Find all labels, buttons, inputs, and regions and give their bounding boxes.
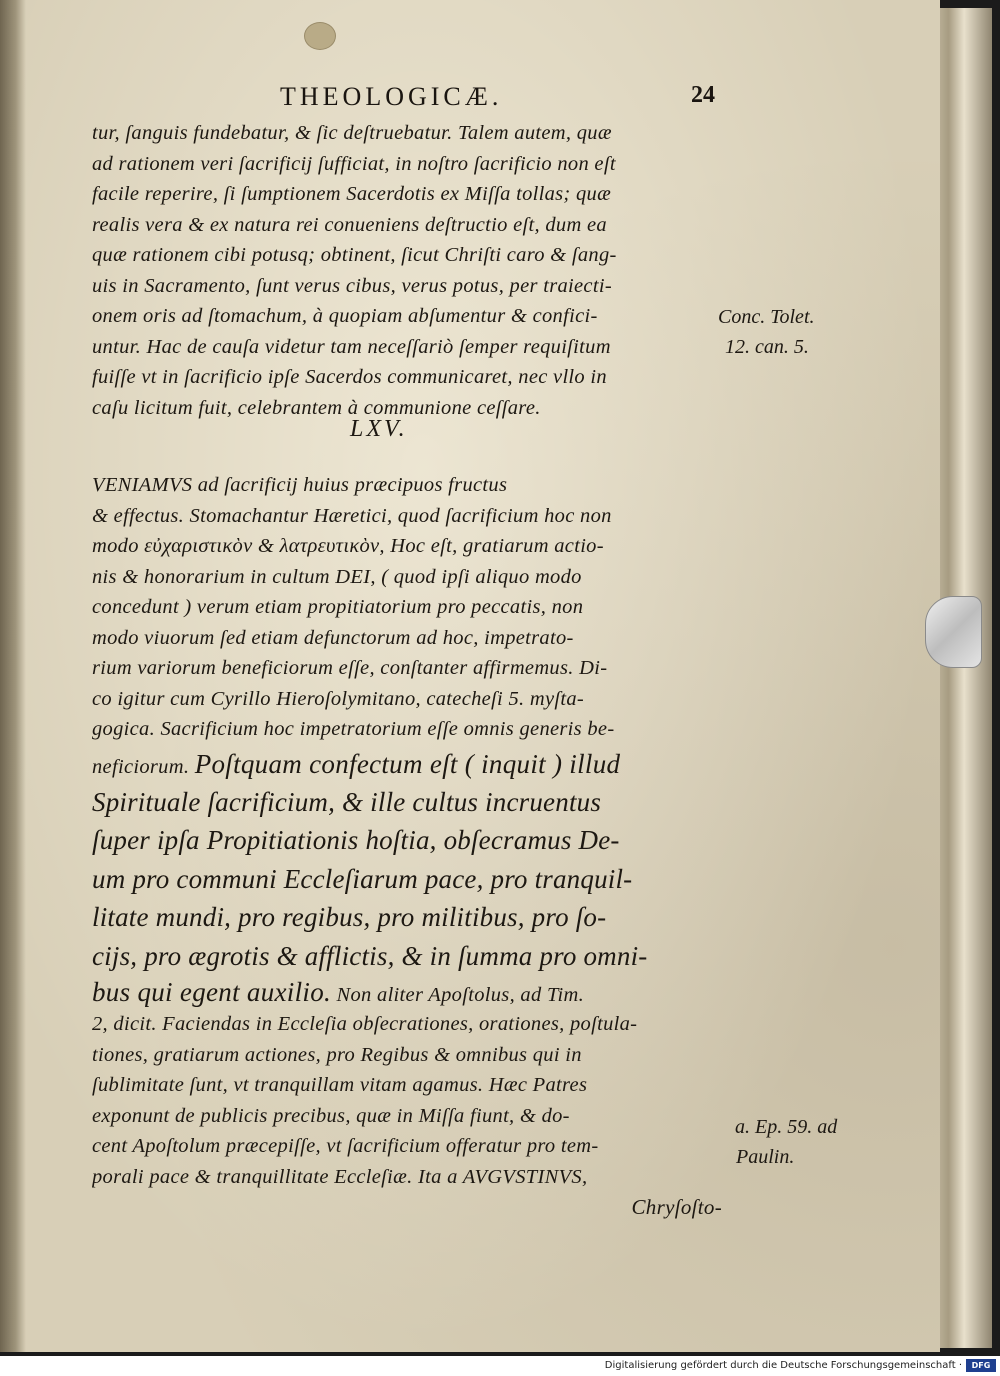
text-line: gogica. Sacrificium hoc impetratorium eſſe omnis generis be- [92, 718, 615, 740]
text-line-large: um pro communi Eccleſiarum pace, pro tranquil- [92, 863, 633, 894]
text-line: concedunt ) verum etiam propitiatorium pro peccatis, non [92, 596, 584, 618]
digitization-credit: Digitalisierung gefördert durch die Deutsche Forschungsgemeinschaft · [604, 1360, 962, 1371]
text-line: uis in Sacramento, ſunt verus cibus, verus potus, per traiecti- [92, 274, 612, 297]
page-clip [925, 596, 982, 668]
text-large-part: Poſtquam confectum eſt ( inquit ) illud [194, 748, 621, 779]
running-title: THEOLOGICÆ. [280, 82, 503, 111]
text-line: porali pace & tranquillitate Eccleſiæ. Ita a AVGVSTINVS, [92, 1165, 588, 1188]
page-number: 24 [691, 82, 715, 108]
text-small-part: neficiorum. [92, 755, 190, 778]
text-line-mixed [92, 745, 752, 783]
text-line: fuiſſe vt in ſacrificio ipſe Sacerdos communicaret, nec vllo in [92, 366, 607, 388]
text-line: modo εὐχαριστικὸν & λατρευτικὸν, Hoc eſt, gratiarum actio- [92, 535, 604, 557]
text-line: quæ rationem cibi potusq; obtinent, ſicut Chriſti caro & ſang- [92, 244, 617, 266]
text-line-large: cijs, pro ægrotis & afflictis, & in ſumma pro omni- [92, 940, 648, 971]
text-line: exponunt de publicis precibus, quæ in Miſſa fiunt, & do- [92, 1104, 570, 1127]
text-line: tiones, gratiarum actiones, pro Regibus & omnibus qui in [92, 1043, 582, 1066]
text-large-part-2: bus qui egent auxilio. [92, 977, 332, 1007]
text-line: ſublimitate ſunt, vt tranquillam vitam agamus. Hæc Patres [92, 1074, 588, 1096]
text-line: co igitur cum Cyrillo Hieroſolymitano, catecheſi 5. myſta- [92, 687, 585, 710]
catchword: Chryſoſto- [631, 1195, 722, 1219]
paragraph-2 [92, 470, 752, 1223]
margin-note-paulin: Paulin. [736, 1146, 795, 1168]
text-line: untur. Hac de cauſa videtur tam neceſſariò ſemper requiſitum [92, 335, 611, 358]
text-line: facile reperire, ſi ſumptionem Sacerdotis ex Miſſa tollas; quæ [92, 183, 612, 205]
text-line: rium variorum beneficiorum eſſe, conſtanter affirmemus. Di- [92, 657, 608, 679]
page-spine-shadow [0, 0, 26, 1352]
margin-note-conc-tolet: Conc. Tolet. [718, 306, 815, 328]
text-line: 2, dicit. Faciendas in Eccleſia obſecrationes, orationes, poſtula- [92, 1013, 638, 1035]
text-line-mixed-2 [92, 975, 752, 1009]
text-line: ad rationem veri ſacrificij ſufficiat, in noſtro ſacrificio non eſt [92, 152, 616, 175]
margin-note-can: 12. can. 5. [725, 336, 809, 358]
dfg-logo: DFG [966, 1359, 996, 1372]
text-line: caſu licitum fuit, celebrantem à communione ceſſare. [92, 396, 541, 419]
paragraph-1 [92, 118, 732, 423]
margin-note-ep: a. Ep. 59. ad [735, 1116, 838, 1138]
text-line: onem oris ad ſtomachum, à quopiam abſumentur & confici- [92, 305, 598, 327]
text-small-part-2: Non aliter Apoſtolus, ad Tim. [336, 984, 585, 1006]
text-line: realis vera & ex natura rei conueniens deſtructio eſt, dum ea [92, 213, 607, 236]
text-line: modo viuorum ſed etiam defunctorum ad hoc, impetrato- [92, 626, 574, 649]
text-line: nis & honorarium in cultum DEI, ( quod ipſi aliquo modo [92, 565, 582, 588]
text-line-large: Spirituale ſacrificium, & ille cultus incruentus [92, 786, 602, 817]
text-line: VENIAMVS ad ſacrificij huius præcipuos fructus [92, 474, 508, 496]
section-heading: LXV. [350, 416, 408, 442]
text-line: & effectus. Stomachantur Hæretici, quod ſacrificium hoc non [92, 504, 612, 527]
text-line-large: ſuper ipſa Propitiationis hoſtia, obſecramus De- [92, 825, 620, 855]
text-line: cent Apoſtolum præcepiſſe, vt ſacrificium offeratur pro tem- [92, 1135, 599, 1157]
text-line: tur, ſanguis fundebatur, & ſic deſtruebatur. Talem autem, quæ [92, 122, 612, 144]
page-header [95, 80, 715, 120]
text-line-large: litate mundi, pro regibus, pro militibus, pro ſo- [92, 902, 607, 932]
paper-notch [304, 22, 336, 50]
